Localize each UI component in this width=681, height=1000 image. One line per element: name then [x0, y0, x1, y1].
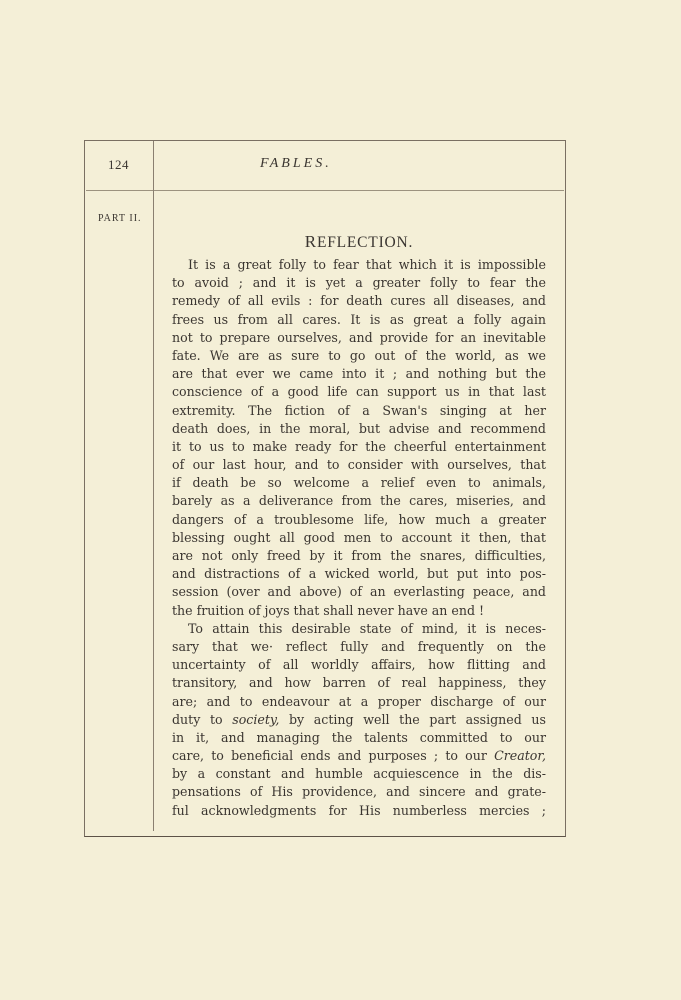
text-fragment: by acting well the part assigned us — [279, 711, 547, 727]
text-line: are not only freed by it from the snares, difficulties, — [172, 548, 546, 563]
text-line: it to us to make ready for the cheerful entertainment — [172, 438, 546, 454]
section-title-rest: EFLECTION. — [316, 234, 414, 251]
italic-word-society: society, — [232, 711, 280, 727]
text-line: are that ever we came into it ; and nothing but the — [172, 366, 546, 382]
text-line: sary that we· reflect fully and frequently on the — [172, 638, 546, 654]
text-line: death does, in the moral, but advise and recommend — [172, 420, 546, 436]
text-line: uncertainty of all worldly affairs, how flitting and — [172, 657, 546, 673]
text-line: and distractions of a wicked world, but put into pos- — [172, 566, 546, 582]
text-line: blessing ought all good men to account it then, that — [172, 529, 546, 545]
text-line: if death be so welcome a relief even to animals, — [172, 475, 546, 491]
text-line: session (over and above) of an everlasting peace, and — [172, 584, 546, 600]
text-fragment: duty to — [172, 711, 233, 727]
text-line: of our last hour, and to consider with ourselves, that — [172, 457, 546, 473]
text-line-care — [172, 747, 546, 765]
header-rule — [86, 190, 564, 191]
text-line: pensations of His providence, and sincere and grate- — [172, 784, 546, 800]
text-line: dangers of a troublesome life, how much a greater — [172, 511, 546, 527]
text-line: to avoid ; and it is yet a greater folly to fear the — [172, 275, 546, 291]
text-line: not to prepare ourselves, and provide for an inevitable — [172, 329, 546, 345]
text-line: the fruition of joys that shall never have an end ! — [172, 602, 485, 618]
text-line: fate. We are as sure to go out of the world, as we — [172, 347, 546, 363]
italic-word-creator: Creator, — [494, 748, 546, 764]
text-line: ful acknowledgments for His numberless mercies ; — [172, 802, 546, 818]
body-text — [172, 256, 546, 820]
text-line: It is a great folly to fear that which it is impossible — [188, 257, 546, 272]
text-line: To attain this desirable state of mind, it is neces- — [188, 620, 546, 636]
text-line: are; and to endeavour at a proper discharge of our — [172, 693, 546, 709]
text-line: barely as a deliverance from the cares, miseries, and — [172, 493, 546, 509]
text-line: conscience of a good life can support us in that last — [172, 384, 546, 400]
text-line: extremity. The fiction of a Swan's singing at her — [172, 402, 546, 418]
text-line: transitory, and how barren of real happiness, they — [172, 675, 546, 691]
section-title-initial: R — [304, 232, 317, 251]
section-title — [172, 232, 546, 252]
text-line: in it, and managing the talents committed to our — [172, 729, 546, 745]
page-number: 124 — [108, 157, 129, 172]
text-line: by a constant and humble acquiescence in the dis- — [172, 766, 546, 782]
margin-rule — [153, 141, 154, 831]
running-head: FABLES. — [260, 156, 332, 171]
text-line: remedy of all evils : for death cures all diseases, and — [172, 293, 546, 309]
text-line: frees us from all cares. It is as great a folly again — [172, 311, 546, 327]
text-line-duty — [172, 711, 546, 729]
side-label: PART II. — [98, 213, 142, 224]
text-fragment: care, to beneficial ends and purposes ; to our — [172, 748, 495, 764]
